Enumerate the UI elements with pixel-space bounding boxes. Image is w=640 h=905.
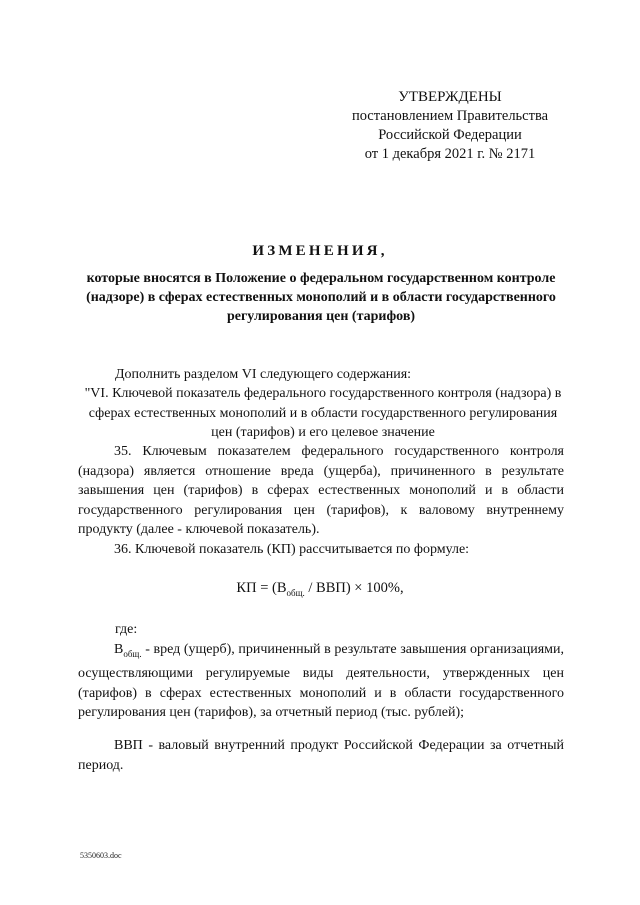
formula-right: / ВВП) × 100%, bbox=[304, 580, 404, 596]
paragraph-36: 36. Ключевой показатель (КП) рассчитывается по формуле: bbox=[114, 542, 470, 557]
approval-line-date-number: от 1 декабря 2021 г. № 2171 bbox=[364, 146, 536, 162]
definition-b-symbol: В bbox=[114, 642, 124, 657]
document-title: ИЗМЕНЕНИЯ, bbox=[252, 243, 388, 259]
formula bbox=[0, 580, 640, 598]
formula-left: КП = (В bbox=[236, 580, 287, 596]
approval-line-decree: постановлением Правительства bbox=[351, 108, 549, 124]
definition-b-text: - вред (ущерб), причиненный в результате завышения организациями, осуществляющими регулируемые виды деятельности, утвержденных цен (тарифов) в сферах естественных монополий и в области государственного регулирования цен (тарифов), за отчетный период (тыс. рублей); bbox=[78, 642, 564, 721]
definition-vvp: ВВП - валовый внутренний продукт Российской Федерации за отчетный период. bbox=[78, 738, 564, 773]
definition-b-total bbox=[78, 640, 564, 723]
add-section-paragraph: Дополнить разделом VI следующего содержания: bbox=[115, 367, 412, 382]
document-subtitle: которые вносятся в Положение о федеральном государственном контроле (надзоре) в сферах естественных монополий и в области государственного регулирования цен (тарифов) bbox=[86, 271, 556, 324]
approval-block bbox=[330, 88, 570, 164]
file-reference: 5350603.doc bbox=[80, 851, 122, 860]
section-heading: "VI. Ключевой показатель федерального государственного контроля (надзора) в сферах естественных монополий и в области государственного регулирования цен (тарифов) и его целевое значение bbox=[84, 386, 562, 440]
paragraph-35: 35. Ключевым показателем федерального государственного контроля (надзора) является отношение вреда (ущерба), причиненного в результате завышения цен (тарифов) в сферах естественных монополий и в области государственного регулирования цен (тарифов), к валовому внутреннему продукту (далее - ключевой показатель). bbox=[78, 444, 564, 537]
formula-subscript: общ. bbox=[286, 587, 305, 598]
approval-title: УТВЕРЖДЕНЫ bbox=[398, 89, 502, 105]
definition-b-subscript: общ. bbox=[123, 648, 142, 659]
where-label: где: bbox=[115, 622, 138, 637]
approval-line-country: Российской Федерации bbox=[378, 127, 522, 143]
